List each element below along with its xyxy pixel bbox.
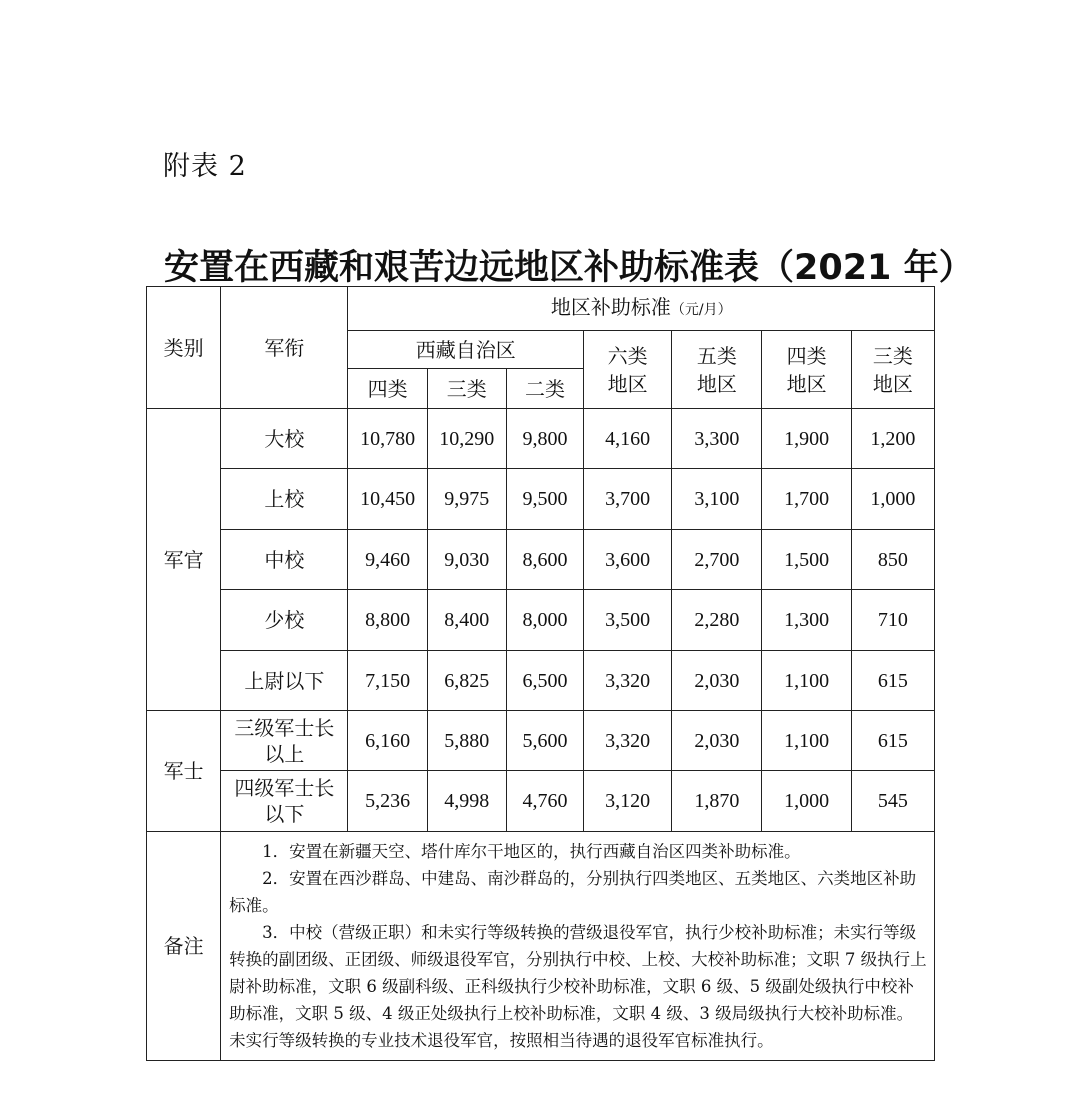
rank-cell: 四级军士长 以下 <box>221 771 348 832</box>
value-cell: 2,700 <box>672 530 762 590</box>
rank-cell: 少校 <box>221 590 348 651</box>
value-cell: 9,975 <box>427 469 506 530</box>
remarks-row <box>147 832 935 1061</box>
value-cell: 3,700 <box>584 469 672 530</box>
category-cell: 军官 <box>147 409 221 711</box>
value-cell: 1,000 <box>851 469 934 530</box>
header-tibet: 西藏自治区 <box>348 331 584 369</box>
header-tibet-class-2: 二类 <box>506 369 583 409</box>
value-cell: 8,000 <box>506 590 583 651</box>
table-row <box>147 409 935 469</box>
value-cell: 1,200 <box>851 409 934 469</box>
table-row <box>147 590 935 651</box>
value-cell: 6,825 <box>427 651 506 711</box>
value-cell: 10,290 <box>427 409 506 469</box>
table-row <box>147 711 935 771</box>
subsidy-table <box>146 286 935 1061</box>
value-cell: 5,600 <box>506 711 583 771</box>
rank-cell: 上校 <box>221 469 348 530</box>
value-cell: 1,900 <box>762 409 851 469</box>
value-cell: 5,236 <box>348 771 427 832</box>
header-category: 类别 <box>147 287 221 409</box>
value-cell: 4,160 <box>584 409 672 469</box>
value-cell: 10,780 <box>348 409 427 469</box>
value-cell: 3,600 <box>584 530 672 590</box>
value-cell: 8,400 <box>427 590 506 651</box>
table-row <box>147 530 935 590</box>
value-cell: 3,300 <box>672 409 762 469</box>
value-cell: 4,760 <box>506 771 583 832</box>
table-title: 安置在西藏和艰苦边远地区补助标准表（2021 年） <box>164 248 974 288</box>
header-tibet-class-4: 四类 <box>348 369 427 409</box>
value-cell: 615 <box>851 711 934 771</box>
value-cell: 2,030 <box>672 651 762 711</box>
region-standard-label: 地区补助标准 <box>550 295 671 319</box>
remark-item: 1．安置在新疆天空、塔什库尔干地区的，执行西藏自治区四类补助标准。 <box>262 842 801 861</box>
value-cell: 6,160 <box>348 711 427 771</box>
header-region-4: 四类 地区 <box>762 331 851 409</box>
value-cell: 9,030 <box>427 530 506 590</box>
header-region-6: 六类 地区 <box>584 331 672 409</box>
value-cell: 8,600 <box>506 530 583 590</box>
value-cell: 5,880 <box>427 711 506 771</box>
remarks-body <box>221 832 935 1061</box>
table-row <box>147 469 935 530</box>
value-cell: 1,700 <box>762 469 851 530</box>
value-cell: 1,870 <box>672 771 762 832</box>
value-cell: 3,320 <box>584 651 672 711</box>
category-cell: 军士 <box>147 711 221 832</box>
value-cell: 3,320 <box>584 711 672 771</box>
table-row <box>147 771 935 832</box>
value-cell: 545 <box>851 771 934 832</box>
rank-cell: 大校 <box>221 409 348 469</box>
rank-cell: 上尉以下 <box>221 651 348 711</box>
header-region-standard <box>348 287 935 331</box>
table-row <box>147 651 935 711</box>
header-region-5: 五类 地区 <box>672 331 762 409</box>
value-cell: 10,450 <box>348 469 427 530</box>
value-cell: 9,800 <box>506 409 583 469</box>
value-cell: 615 <box>851 651 934 711</box>
remark-item: 3．中校（营级正职）和未实行等级转换的营级退役军官，执行少校补助标准；未实行等级转换的副团级、正团级、师级退役军官，分别执行中校、上校、大校补助标准；文职 7 级执行上尉补助标准，文职 6 级副科级、正科级执行少校补助标准，文职 6 级、5 级副处级执行中校补助标准，文职 5 级、4 级正处级执行上校补助标准，文职 4 级、3 级局级执行大校补助标准。未实行等级转换的专业技术退役军官，按照相当待遇的退役军官标准执行。 <box>229 923 927 1050</box>
value-cell: 3,120 <box>584 771 672 832</box>
value-cell: 9,460 <box>348 530 427 590</box>
value-cell: 1,100 <box>762 651 851 711</box>
attachment-label: 附表 2 <box>163 151 247 182</box>
value-cell: 2,280 <box>672 590 762 651</box>
header-region-3: 三类 地区 <box>851 331 934 409</box>
value-cell: 3,500 <box>584 590 672 651</box>
rank-cell: 中校 <box>221 530 348 590</box>
unit-label: （元/月） <box>670 302 732 318</box>
value-cell: 8,800 <box>348 590 427 651</box>
value-cell: 1,300 <box>762 590 851 651</box>
value-cell: 1,500 <box>762 530 851 590</box>
value-cell: 850 <box>851 530 934 590</box>
value-cell: 1,000 <box>762 771 851 832</box>
value-cell: 9,500 <box>506 469 583 530</box>
value-cell: 7,150 <box>348 651 427 711</box>
value-cell: 6,500 <box>506 651 583 711</box>
remark-item: 2．安置在西沙群岛、中建岛、南沙群岛的，分别执行四类地区、五类地区、六类地区补助标准。 <box>229 869 917 915</box>
value-cell: 1,100 <box>762 711 851 771</box>
value-cell: 3,100 <box>672 469 762 530</box>
value-cell: 2,030 <box>672 711 762 771</box>
header-tibet-class-3: 三类 <box>427 369 506 409</box>
value-cell: 4,998 <box>427 771 506 832</box>
remarks-label: 备注 <box>147 832 221 1061</box>
rank-cell: 三级军士长 以上 <box>221 711 348 771</box>
header-rank: 军衔 <box>221 287 348 409</box>
value-cell: 710 <box>851 590 934 651</box>
